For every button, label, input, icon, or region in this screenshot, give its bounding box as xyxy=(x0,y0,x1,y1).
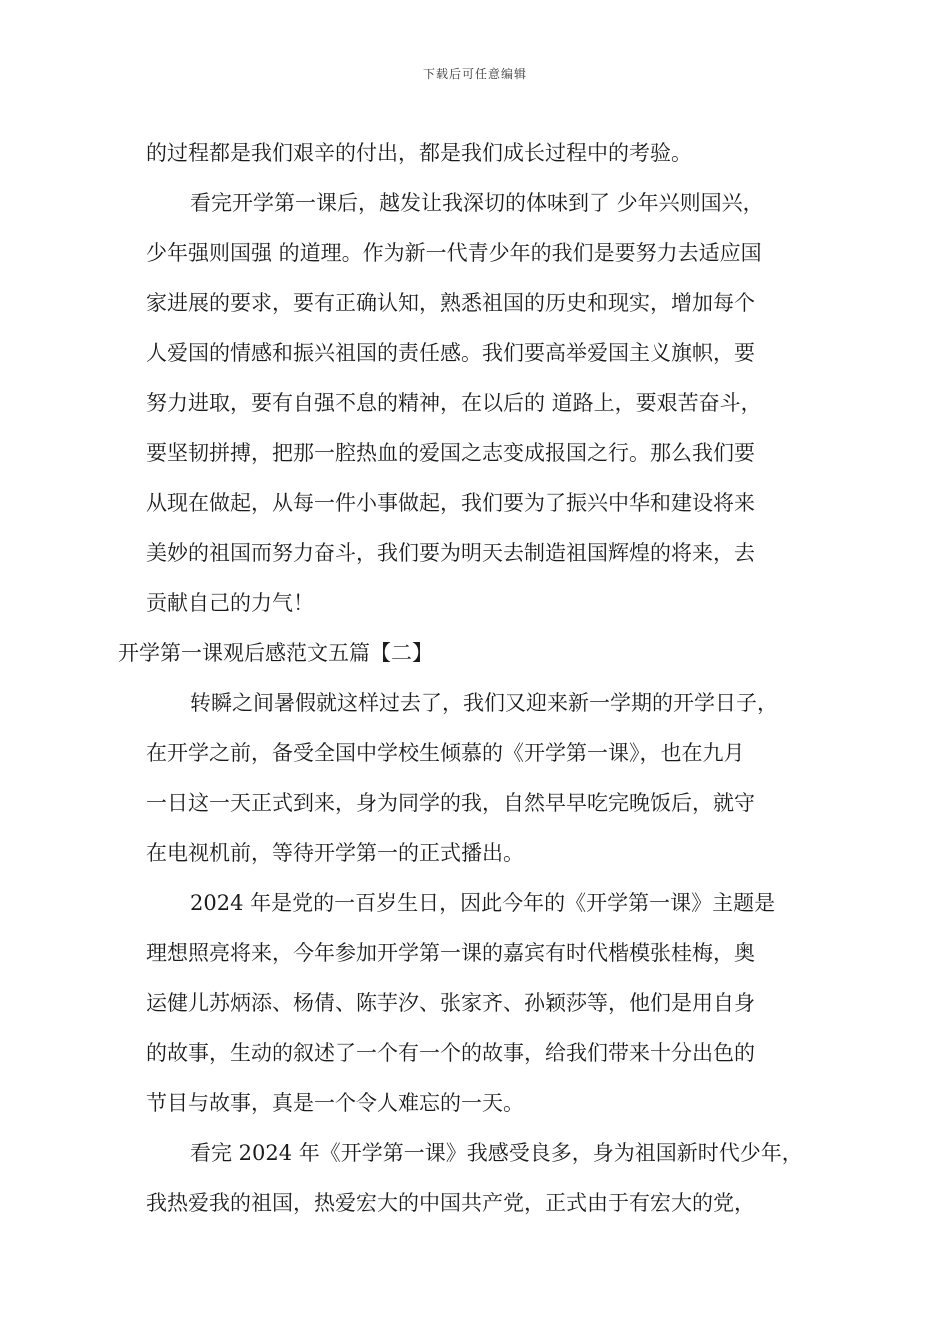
section-heading: 开学第一课观后感范文五篇【二】 xyxy=(118,641,433,665)
page-header: 下载后可任意编辑 xyxy=(422,67,527,81)
text-line: 一日这一天正式到来，身为同学的我，自然早早吃完晚饭后，就守 xyxy=(146,791,755,815)
text-line: 我热爱我的祖国，热爱宏大的中国共产党，正式由于有宏大的党， xyxy=(146,1191,755,1215)
text-line: 人爱国的情感和振兴祖国的责任感。我们要高举爱国主义旗帜，要 xyxy=(146,341,755,365)
text-line: 的过程都是我们艰辛的付出，都是我们成长过程中的考验。 xyxy=(146,141,692,165)
text-line: 努力进取，要有自强不息的精神，在以后的 道路上，要艰苦奋斗， xyxy=(146,391,762,415)
document-body xyxy=(0,128,950,1228)
text-line: 转瞬之间暑假就这样过去了，我们又迎来新一学期的开学日子， xyxy=(190,691,778,715)
text-line: 看完开学第一课后，越发让我深切的体味到了 少年兴则国兴， xyxy=(190,191,764,215)
text-line: 运健儿苏炳添、杨倩、陈芋汐、张家齐、孙颖莎等，他们是用自身 xyxy=(146,991,755,1015)
text-line: 看完 2024 年《开学第一课》我感受良多，身为祖国新时代少年， xyxy=(190,1141,803,1165)
text-line: 美妙的祖国而努力奋斗，我们要为明天去制造祖国辉煌的将来，去 xyxy=(146,541,755,565)
text-line: 在电视机前，等待开学第一的正式播出。 xyxy=(146,841,524,865)
text-line: 的故事，生动的叙述了一个有一个的故事，给我们带来十分出色的 xyxy=(146,1041,755,1065)
text-line: 在开学之前，备受全国中学校生倾慕的《开学第一课》，也在九月 xyxy=(146,741,745,765)
text-line: 2024 年是党的一百岁生日，因此今年的《开学第一课》主题是 xyxy=(190,891,776,915)
text-line: 家进展的要求，要有正确认知，熟悉祖国的历史和现实，增加每个 xyxy=(146,291,755,315)
text-line: 节目与故事，真是一个令人难忘的一天。 xyxy=(146,1091,524,1115)
text-line: 贡献自己的力气！ xyxy=(146,591,314,615)
text-line: 理想照亮将来，今年参加开学第一课的嘉宾有时代楷模张桂梅，奥 xyxy=(146,941,755,965)
text-line: 要坚韧拼搏，把那一腔热血的爱国之志变成报国之行。那么我们要 xyxy=(146,441,755,465)
text-line: 少年强则国强 的道理。作为新一代青少年的我们是要努力去适应国 xyxy=(146,241,762,265)
text-line: 从现在做起，从每一件小事做起，我们要为了振兴中华和建设将来 xyxy=(146,491,755,515)
